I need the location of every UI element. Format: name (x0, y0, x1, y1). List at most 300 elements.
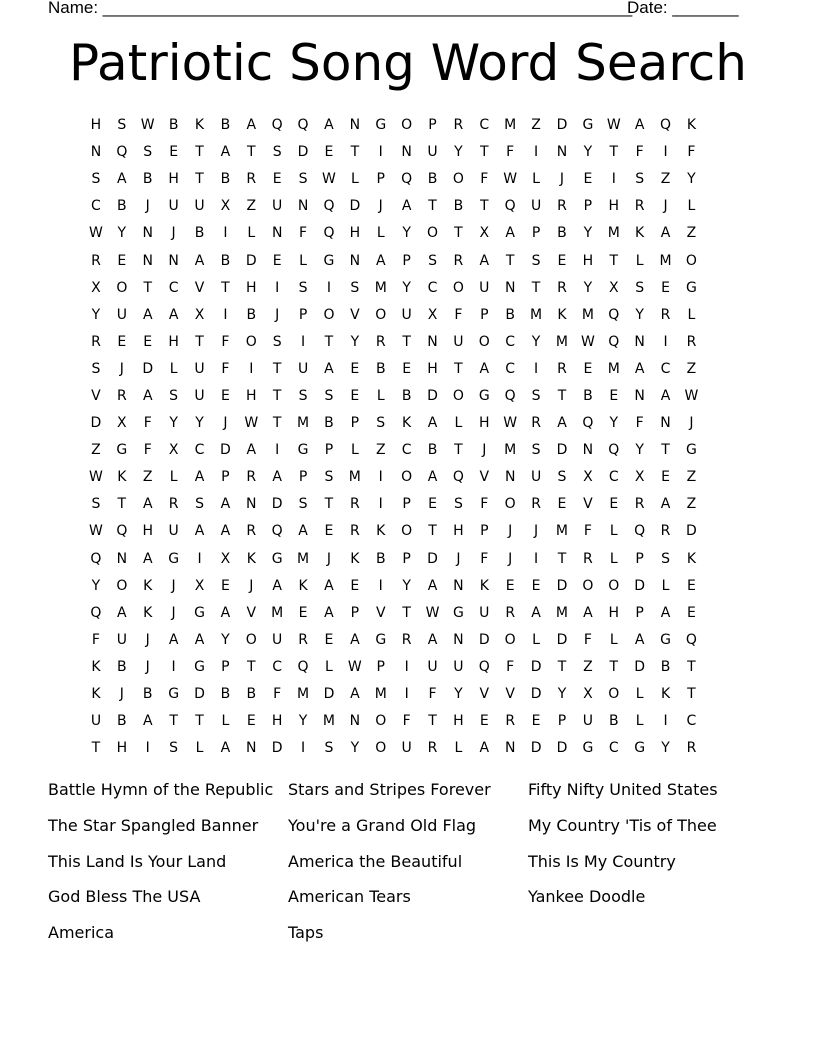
grid-letter: C (608, 469, 619, 486)
grid-letter: P (350, 604, 360, 621)
grid-letter: E (661, 279, 670, 296)
grid-letter: R (583, 550, 593, 567)
grid-letter: N (168, 252, 179, 269)
grid-letter: V (194, 279, 205, 296)
grid-letter: I (171, 658, 176, 675)
grid-letter: V (505, 686, 515, 703)
grid-letter: D (556, 740, 568, 757)
grid-letter: S (428, 252, 437, 269)
grid-letter: H (168, 333, 179, 350)
grid-letter: Y (583, 279, 593, 296)
grid-letter: Q (478, 658, 490, 675)
grid-letter: U (530, 469, 542, 486)
grid-letter: F (273, 686, 282, 703)
grid-letter: S (661, 550, 670, 567)
grid-letter: U (272, 198, 283, 215)
grid-letter: J (145, 631, 150, 648)
grid-letter: T (557, 658, 567, 675)
grid-letter: H (453, 523, 464, 540)
grid-letter: X (479, 225, 490, 242)
grid-letter: U (116, 306, 127, 323)
grid-letter: X (427, 306, 438, 323)
grid-letter: N (349, 252, 361, 269)
grid-letter: Q (608, 306, 620, 323)
grid-letter: F (299, 225, 308, 242)
grid-letter: A (634, 117, 645, 134)
grid-letter: Z (246, 198, 257, 215)
grid-letter: T (687, 658, 696, 675)
grid-letter: C (194, 442, 205, 459)
grid-letter: R (349, 523, 360, 540)
grid-row (83, 356, 731, 383)
grid-letter: B (401, 387, 412, 404)
grid-letter: A (220, 604, 231, 621)
grid-letter: G (660, 631, 671, 648)
grid-letter: E (220, 577, 230, 594)
grid-letter: U (297, 360, 309, 377)
grid-letter: R (246, 469, 257, 486)
grid-letter: Y (583, 144, 593, 161)
grid-letter: U (427, 144, 438, 161)
grid-letter: K (660, 686, 671, 703)
grid-letter: K (194, 117, 205, 134)
grid-letter: W (322, 171, 336, 188)
grid-letter: D (530, 686, 542, 703)
grid-letter: F (687, 144, 696, 161)
grid-letter: E (298, 604, 308, 621)
grid-letter: F (428, 686, 437, 703)
grid-letter: Q (271, 117, 283, 134)
grid-letter: P (531, 225, 541, 242)
grid-letter: X (194, 306, 205, 323)
grid-letter: K (143, 604, 153, 621)
grid-letter: Q (608, 442, 620, 459)
grid-letter: H (271, 713, 283, 730)
grid-letter: Y (195, 415, 204, 432)
grid-letter: K (686, 117, 697, 134)
grid-letter: K (246, 550, 256, 567)
grid-letter: N (634, 387, 645, 404)
grid-letter: K (557, 306, 567, 323)
grid-letter: R (453, 117, 464, 134)
grid-letter: X (91, 279, 101, 296)
word-list-item: Taps (288, 923, 324, 943)
word-list-item: God Bless The USA (48, 887, 201, 907)
grid-letter: Z (686, 469, 697, 486)
grid-letter: M (297, 550, 310, 567)
grid-letter: D (686, 523, 697, 540)
grid-letter: C (608, 740, 619, 757)
grid-letter: Y (454, 144, 463, 161)
grid-letter: A (324, 577, 334, 594)
grid-letter: W (580, 333, 595, 350)
grid-letter: A (246, 117, 257, 134)
grid-letter: I (663, 713, 668, 730)
grid-letter: S (298, 279, 308, 296)
grid-letter: N (349, 117, 361, 134)
grid-letter: T (531, 279, 541, 296)
grid-letter: Y (661, 740, 670, 757)
grid-letter: F (506, 658, 515, 675)
grid-letter: Y (402, 279, 411, 296)
grid-letter: L (247, 225, 256, 242)
grid-letter: I (378, 144, 383, 161)
name-field-label: Name: ________________________________________________________ (48, 0, 633, 17)
grid-letter: A (427, 577, 438, 594)
word-list-item: Fifty Nifty United States (528, 780, 718, 799)
word-column (528, 778, 768, 921)
grid-letter: F (583, 631, 592, 648)
grid-letter: Q (452, 469, 464, 486)
grid-letter: F (506, 144, 515, 161)
grid-letter: E (583, 360, 593, 377)
grid-letter: A (246, 442, 257, 459)
grid-letter: K (117, 469, 127, 486)
grid-letter: L (169, 469, 178, 486)
grid-letter: L (609, 631, 618, 648)
grid-letter: H (246, 387, 257, 404)
grid-letter: O (608, 577, 620, 594)
grid-letter: D (220, 442, 231, 459)
grid-letter: W (89, 523, 103, 540)
grid-letter: U (479, 279, 490, 296)
grid-row (83, 193, 731, 220)
grid-letter: B (583, 387, 593, 404)
letter-grid (83, 112, 731, 762)
grid-letter: T (454, 442, 463, 459)
grid-row (83, 437, 731, 464)
grid-letter: N (504, 279, 516, 296)
grid-letter: A (427, 415, 438, 432)
grid-letter: U (530, 198, 542, 215)
grid-letter: Q (685, 631, 697, 648)
grid-letter: I (534, 550, 539, 567)
grid-letter: S (143, 144, 153, 161)
grid-letter: R (453, 252, 464, 269)
grid-letter: A (660, 604, 671, 621)
grid-row (83, 166, 731, 193)
grid-letter: A (220, 144, 231, 161)
grid-letter: R (375, 333, 386, 350)
grid-row (83, 735, 731, 762)
grid-letter: J (119, 360, 124, 377)
grid-letter: E (324, 144, 334, 161)
grid-letter: M (271, 604, 284, 621)
grid-letter: T (609, 252, 619, 269)
grid-letter: J (171, 577, 176, 594)
grid-letter: H (453, 713, 464, 730)
grid-letter: N (427, 333, 438, 350)
grid-letter: O (245, 631, 257, 648)
grid-letter: N (246, 496, 257, 513)
grid-letter: I (611, 171, 616, 188)
grid-letter: T (221, 279, 230, 296)
grid-letter: J (145, 658, 150, 675)
grid-letter: K (143, 577, 153, 594)
grid-letter: T (609, 658, 619, 675)
grid-letter: S (324, 387, 334, 404)
grid-letter: U (401, 306, 412, 323)
grid-letter: I (378, 577, 383, 594)
grid-letter: G (168, 686, 180, 703)
grid-letter: E (350, 360, 360, 377)
grid-letter: J (119, 686, 124, 703)
grid-letter: M (374, 279, 387, 296)
grid-letter: O (116, 279, 128, 296)
grid-letter: F (143, 415, 152, 432)
grid-letter: T (195, 333, 204, 350)
grid-letter: R (246, 171, 257, 188)
grid-letter: U (116, 631, 127, 648)
grid-letter: L (609, 523, 618, 540)
grid-letter: A (168, 631, 179, 648)
grid-letter: K (298, 577, 308, 594)
grid-letter: L (609, 550, 618, 567)
grid-letter: H (246, 279, 257, 296)
grid-letter: Q (582, 415, 594, 432)
grid-letter: R (91, 252, 101, 269)
grid-letter: Q (504, 198, 516, 215)
grid-letter: E (272, 171, 282, 188)
grid-letter: L (376, 225, 385, 242)
grid-letter: T (505, 252, 515, 269)
grid-letter: N (90, 144, 102, 161)
grid-letter: O (504, 631, 516, 648)
grid-letter: A (479, 740, 490, 757)
grid-letter: E (609, 496, 619, 513)
word-column (48, 778, 288, 957)
grid-letter: T (247, 144, 256, 161)
grid-letter: V (246, 604, 257, 621)
grid-letter: I (301, 333, 306, 350)
grid-letter: Q (271, 523, 283, 540)
grid-letter: S (298, 387, 308, 404)
grid-letter: B (324, 415, 334, 432)
grid-letter: R (686, 333, 697, 350)
grid-letter: B (505, 306, 515, 323)
grid-letter: I (145, 740, 150, 757)
grid-letter: T (402, 333, 411, 350)
grid-letter: T (350, 144, 360, 161)
grid-letter: Q (323, 198, 335, 215)
grid-letter: I (223, 225, 228, 242)
grid-letter: B (427, 442, 438, 459)
grid-letter: E (428, 496, 437, 513)
grid-letter: R (557, 198, 567, 215)
grid-letter: L (325, 658, 333, 675)
grid-letter: O (504, 496, 516, 513)
grid-letter: Y (557, 686, 567, 703)
grid-letter: P (583, 198, 593, 215)
grid-letter: X (168, 442, 179, 459)
grid-letter: Y (221, 631, 230, 648)
grid-letter: B (453, 198, 464, 215)
grid-letter: Y (454, 686, 463, 703)
grid-letter: U (582, 713, 593, 730)
grid-letter: V (350, 306, 360, 323)
grid-letter: M (374, 686, 387, 703)
grid-letter: B (660, 658, 671, 675)
grid-letter: T (247, 658, 256, 675)
grid-letter: S (298, 171, 308, 188)
grid-letter: S (91, 496, 101, 513)
grid-letter: A (298, 523, 308, 540)
grid-letter: A (531, 604, 541, 621)
grid-letter: A (194, 469, 205, 486)
grid-letter: G (582, 117, 594, 134)
grid-letter: H (168, 171, 179, 188)
grid-letter: B (557, 225, 567, 242)
word-list-item: Stars and Stripes Forever (288, 780, 491, 799)
grid-letter: R (298, 631, 308, 648)
grid-letter: O (401, 117, 413, 134)
grid-letter: P (298, 469, 308, 486)
grid-letter: O (375, 713, 387, 730)
grid-letter: B (220, 171, 231, 188)
grid-letter: J (171, 604, 176, 621)
grid-letter: T (272, 415, 282, 432)
grid-letter: E (324, 631, 334, 648)
grid-letter: S (324, 740, 334, 757)
grid-letter: T (557, 387, 567, 404)
grid-letter: J (326, 550, 332, 567)
grid-letter: I (404, 686, 409, 703)
grid-row (83, 627, 731, 654)
grid-letter: D (556, 577, 568, 594)
grid-letter: Y (117, 225, 127, 242)
grid-letter: T (195, 171, 204, 188)
grid-letter: J (508, 550, 513, 567)
grid-letter: B (117, 198, 127, 215)
grid-letter: Y (350, 333, 360, 350)
grid-letter: J (223, 415, 228, 432)
grid-letter: A (220, 496, 231, 513)
grid-letter: L (532, 631, 540, 648)
grid-letter: W (140, 117, 155, 134)
grid-letter: P (221, 658, 230, 675)
grid-letter: P (298, 306, 308, 323)
grid-letter: Z (686, 496, 697, 513)
grid-letter: A (194, 631, 205, 648)
grid-letter: F (635, 144, 644, 161)
grid-letter: S (272, 144, 282, 161)
grid-letter: A (634, 360, 645, 377)
grid-letter: O (582, 577, 594, 594)
grid-row (83, 247, 731, 274)
grid-letter: M (555, 333, 569, 350)
grid-letter: K (635, 225, 645, 242)
grid-letter: L (350, 171, 359, 188)
grid-letter: D (297, 144, 309, 161)
grid-letter: D (349, 198, 361, 215)
grid-letter: M (555, 604, 569, 621)
grid-letter: E (531, 713, 541, 730)
grid-letter: M (607, 360, 620, 377)
grid-letter: K (402, 415, 412, 432)
grid-letter: L (635, 252, 644, 269)
grid-letter: P (480, 523, 489, 540)
grid-letter: D (142, 360, 154, 377)
grid-letter: Q (297, 117, 309, 134)
grid-letter: I (275, 279, 280, 296)
grid-letter: O (116, 577, 128, 594)
grid-letter: C (401, 442, 412, 459)
grid-letter: Y (635, 442, 644, 459)
grid-letter: E (324, 523, 334, 540)
grid-letter: M (322, 713, 335, 730)
grid-letter: A (401, 198, 412, 215)
grid-letter: O (245, 333, 257, 350)
grid-letter: P (324, 442, 334, 459)
grid-letter: M (607, 225, 620, 242)
grid-letter: S (298, 496, 308, 513)
grid-letter: I (663, 333, 668, 350)
grid-letter: A (142, 713, 153, 730)
grid-letter: U (479, 604, 490, 621)
grid-letter: Y (298, 713, 308, 730)
grid-letter: K (91, 658, 101, 675)
grid-letter: S (324, 469, 334, 486)
grid-letter: C (479, 117, 490, 134)
grid-letter: X (117, 415, 127, 432)
grid-letter: E (687, 604, 696, 621)
grid-letter: Q (323, 225, 335, 242)
grid-letter: I (249, 360, 254, 377)
grid-letter: R (531, 496, 541, 513)
grid-letter: F (480, 496, 489, 513)
grid-letter: A (375, 252, 386, 269)
grid-letter: A (272, 469, 282, 486)
grid-letter: W (503, 171, 518, 188)
grid-letter: W (347, 658, 362, 675)
grid-letter: Y (91, 577, 101, 594)
grid-letter: Q (297, 658, 309, 675)
grid-letter: J (456, 550, 461, 567)
grid-letter: P (480, 306, 489, 323)
grid-letter: M (504, 117, 517, 134)
grid-letter: A (272, 577, 282, 594)
grid-letter: C (91, 198, 101, 215)
grid-row (83, 112, 731, 139)
grid-letter: A (142, 496, 153, 513)
grid-letter: Q (116, 523, 128, 540)
grid-letter: B (375, 360, 386, 377)
grid-letter: J (275, 306, 280, 323)
grid-row (83, 654, 731, 681)
grid-letter: G (323, 252, 335, 269)
grid-letter: Q (116, 144, 128, 161)
grid-letter: U (401, 740, 412, 757)
grid-letter: H (608, 198, 620, 215)
grid-letter: O (401, 523, 413, 540)
grid-letter: S (453, 496, 463, 513)
grid-letter: I (223, 306, 228, 323)
grid-letter: C (168, 279, 179, 296)
grid-letter: O (452, 171, 464, 188)
grid-letter: Y (635, 306, 644, 323)
grid-letter: H (349, 225, 361, 242)
grid-letter: N (660, 415, 671, 432)
grid-letter: D (194, 686, 205, 703)
grid-letter: J (689, 415, 694, 432)
grid-letter: N (453, 577, 464, 594)
grid-letter: S (635, 171, 645, 188)
word-list-item: My Country 'Tis of Thee (528, 815, 717, 835)
grid-letter: Z (660, 171, 671, 188)
grid-letter: U (194, 387, 205, 404)
grid-letter: Z (375, 442, 386, 459)
grid-row (83, 491, 731, 518)
